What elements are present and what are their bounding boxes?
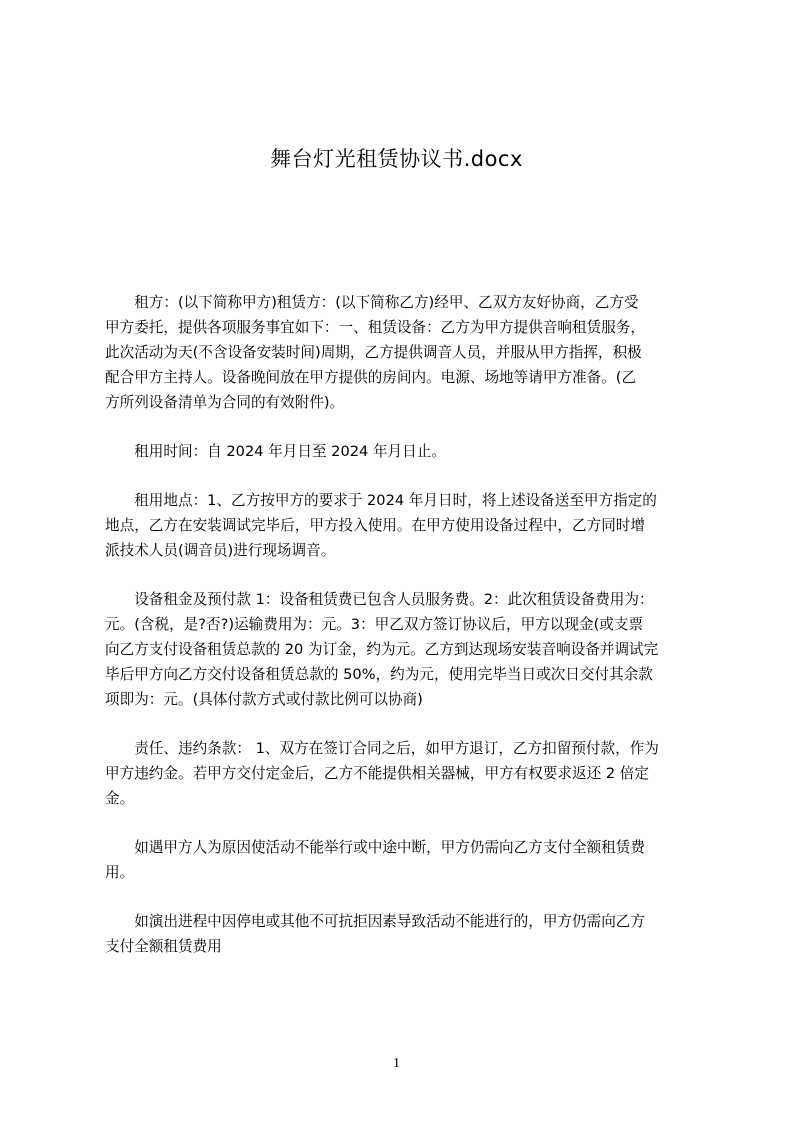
paragraph-line: 金。 [105,790,135,807]
paragraph [105,835,701,885]
paragraph [105,909,701,959]
paragraph-line: 如遇甲方人为原因使活动不能举行或中途中断，甲方仍需向乙方支付全额租赁费 [105,839,645,856]
paragraph-line: 租用地点：1、乙方按甲方的要求于 2024 年月日时，将上述设备送至甲方指定的 [105,492,657,509]
paragraph-line: 毕后甲方向乙方交付设备租赁总款的 50%，约为元，使用完毕当日或次日交付其余款 [105,666,653,683]
paragraph-line: 甲方委托，提供各项服务事宜如下：一、租赁设备：乙方为甲方提供音响租赁服务， [105,319,645,336]
paragraph-line: 租方：(以下简称甲方)租赁方：(以下简称乙方)经甲、乙双方友好协商，乙方受 [105,294,639,311]
document-title: 舞台灯光租赁协议书.docx [270,147,523,171]
paragraph [105,439,701,464]
paragraph [105,488,701,563]
paragraph [105,290,701,415]
paragraph-line: 项即为：元。(具体付款方式或付款比例可以协商) [105,691,423,708]
paragraph-line: 方所列设备清单为合同的有效附件)。 [105,394,345,411]
paragraph-line: 向乙方支付设备租赁总款的 20 为订金，约为元。乙方到达现场安装音响设备并调试完 [105,641,659,658]
paragraph-line: 元。(含税，是?否?)运输费用为：元。3：甲乙双方签订协议后，甲方以现金(或支票 [105,616,644,633]
document-body [105,290,701,983]
paragraph-line: 此次活动为天(不含设备安装时间)周期，乙方提供调音人员，并服从甲方指挥，积极 [105,344,642,361]
paragraph [105,736,701,811]
paragraph-line: 责任、违约条款： 1、双方在签订合同之后，如甲方退订，乙方扣留预付款，作为 [105,740,659,757]
paragraph-line: 用。 [105,864,135,881]
paragraph-line: 支付全额租赁费用 [105,938,222,955]
paragraph-line: 如演出进程中因停电或其他不可抗拒因素导致活动不能进行的，甲方仍需向乙方 [105,913,645,930]
paragraph [105,587,701,712]
paragraph-line: 配合甲方主持人。设备晚间放在甲方提供的房间内。电源、场地等请甲方准备。(乙 [105,369,637,386]
paragraph-line: 设备租金及预付款 1：设备租赁费已包含人员服务费。2：此次租赁设备费用为： [105,591,654,608]
paragraph-line: 甲方违约金。若甲方交付定金后，乙方不能提供相关器械，甲方有权要求返还 2 倍定 [105,765,649,782]
paragraph-line: 派技术人员(调音员)进行现场调音。 [105,542,336,559]
page-number: 1 [393,1056,400,1071]
paragraph-line: 租用时间：自 2024 年月日至 2024 年月日止。 [105,443,446,460]
paragraph-line: 地点，乙方在安装调试完毕后，甲方投入使用。在甲方使用设备过程中，乙方同时增 [105,517,645,534]
